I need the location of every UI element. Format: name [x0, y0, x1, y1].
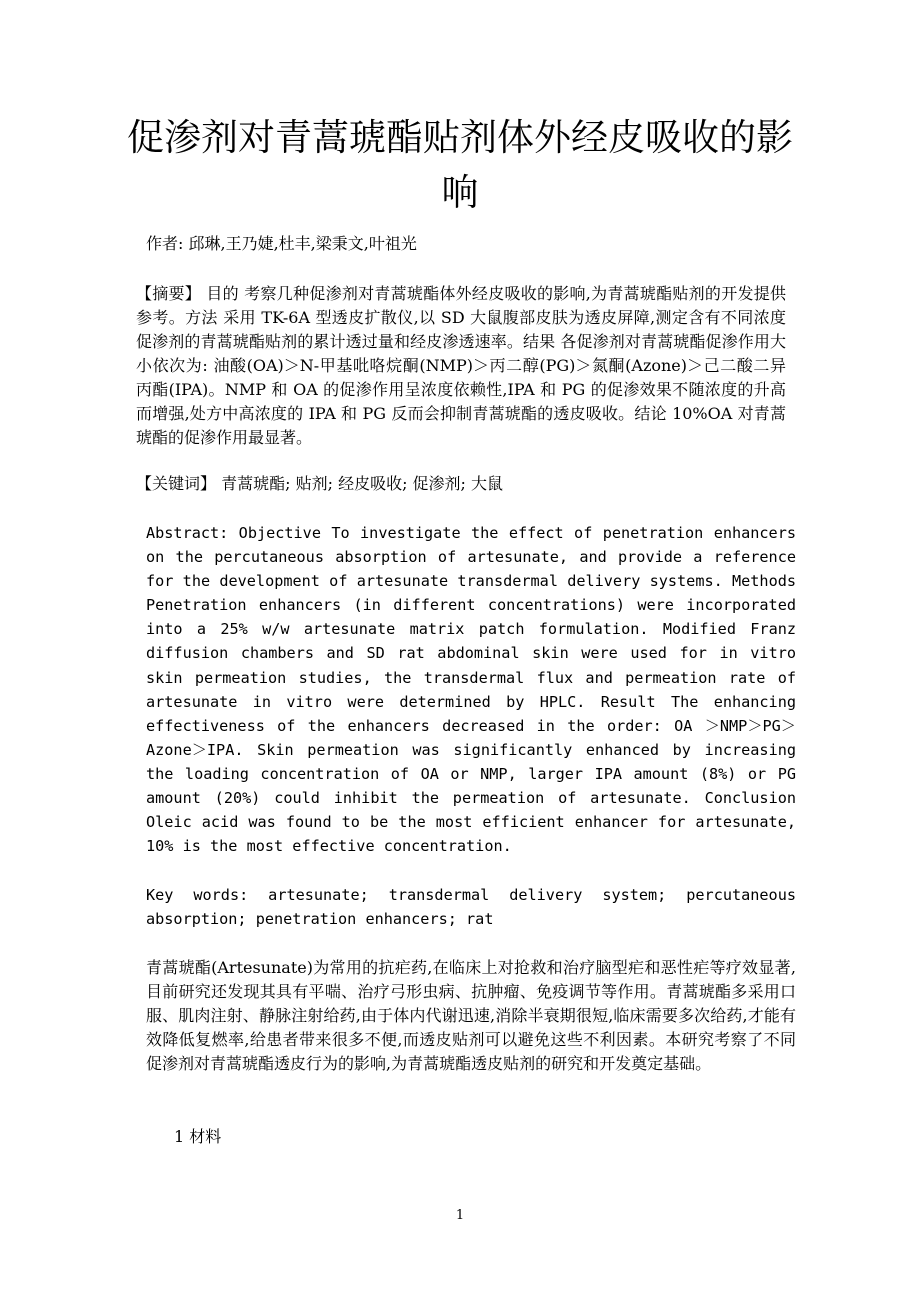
author-list: 邱琳,王乃婕,杜丰,梁秉文,叶祖光: [188, 234, 417, 253]
paper-title: 促渗剂对青蒿琥酯贴剂体外经皮吸收的影响: [127, 116, 793, 214]
abstract-label: 【摘要】: [136, 284, 202, 303]
chinese-abstract: [136, 282, 786, 450]
chinese-keywords: [136, 472, 786, 496]
english-keywords: Key words: artesunate; transdermal delivery system; percutaneous absorption; penetration enhancers; rat: [146, 886, 796, 929]
author-line: [146, 232, 417, 256]
keywords-label: 【关键词】: [136, 474, 217, 493]
authors-label: 作者:: [146, 234, 184, 253]
english-abstract: Abstract: Objective To investigate the effect of penetration enhancers on the percutaneous absorption of artesunate, and provide a reference for the development of artesunate transdermal delivery systems. Methods Penetration enhancers (in different concentrations) were incorporated into a 25% w/w artesunate matrix patch formulation. Modified Franz diffusion chambers and SD rat abdominal skin were used for in vitro skin permeation studies, the transdermal flux and permeation rate of artesunate in vitro were determined by HPLC. Result The enhancing effectiveness of the enhancers decreased in the order: OA ＞NMP＞PG＞Azone＞IPA. Skin permeation was significantly enhanced by increasing the loading concentration of OA or NMP, larger IPA amount (8%) or PG amount (20%) could inhibit the permeation of artesunate. Conclusion Oleic acid was found to be the most efficient enhancer for artesunate, 10% is the most effective concentration.: [146, 524, 796, 856]
page-number: 1: [455, 1208, 465, 1223]
section-heading-materials: 1 材料: [174, 1127, 222, 1146]
abstract-text: 目的 考察几种促渗剂对青蒿琥酯体外经皮吸收的影响,为青蒿琥酯贴剂的开发提供参考。方法 采用 TK-6A 型透皮扩散仪,以 SD 大鼠腹部皮肤为透皮屏障,测定含有不同浓度促渗剂的青蒿琥酯贴剂的累计透过量和经皮渗透速率。结果 各促渗剂对青蒿琥酯促渗作用大小依次为: 油酸(OA)＞N-甲基吡咯烷酮(NMP)＞丙二醇(PG)＞氮酮(Azone)＞己二酸二异丙酯(IPA)。NMP 和 OA 的促渗作用呈浓度依赖性,IPA 和 PG 的促渗效果不随浓度的升高而增强,处方中高浓度的 IPA 和 PG 反而会抑制青蒿琥酯的透皮吸收。结论 10%OA 对青蒿琥酯的促渗作用最显著。: [136, 284, 786, 447]
introduction-paragraph: 青蒿琥酯(Artesunate)为常用的抗疟药,在临床上对抢救和治疗脑型疟和恶性疟等疗效显著,目前研究还发现其具有平喘、治疗弓形虫病、抗肿瘤、免疫调节等作用。青蒿琥酯多采用口服、肌肉注射、静脉注射给药,由于体内代谢迅速,消除半衰期很短,临床需要多次给药,才能有效降低复燃率,给患者带来很多不便,而透皮贴剂可以避免这些不利因素。本研究考察了不同促渗剂对青蒿琥酯透皮行为的影响,为青蒿琥酯透皮贴剂的研究和开发奠定基础。: [146, 958, 796, 1073]
keywords-text: 青蒿琥酯; 贴剂; 经皮吸收; 促渗剂; 大鼠: [221, 474, 504, 493]
